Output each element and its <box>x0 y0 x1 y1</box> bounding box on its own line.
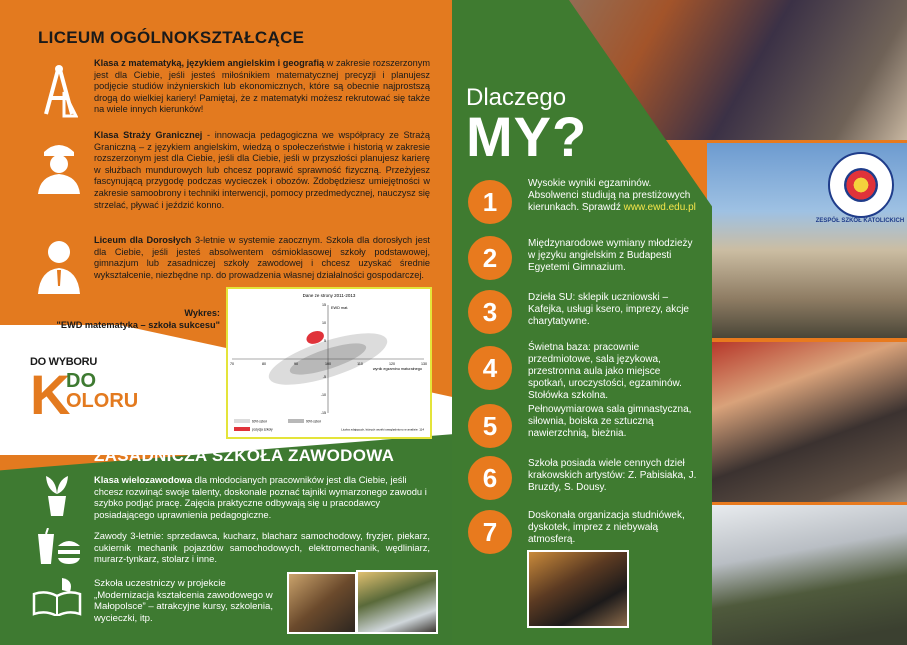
why-item-number: 1 <box>468 180 512 224</box>
vocational-title: ZASADNICZA SZKOŁA ZAWODOWA <box>94 446 395 465</box>
why-item-text: Szkoła posiada wiele cennych dzieł krakowskich artystów: Z. Pabisiaka, J. Bruzdy, S. Dousy. <box>528 458 697 493</box>
x-tick-label: 100 <box>325 362 331 366</box>
why-item-text: Doskonała organizacja studniówek, dyskotek, imprez z niebywałą atmosferą. <box>528 510 685 545</box>
y-tick-label: 10 <box>322 321 326 326</box>
legend-label-60: 60% szkół <box>252 419 267 424</box>
seal-text: ZESPÓŁ SZKÓŁ KATOLICKICH <box>815 218 905 224</box>
x-tick-label: 90 <box>294 362 298 366</box>
photo-project-1 <box>287 572 357 634</box>
logo-do: DO <box>66 370 96 392</box>
y-tick-label: -10 <box>320 393 326 398</box>
x-tick-label: 80 <box>262 362 266 366</box>
logo-rest: OLORU <box>66 390 139 412</box>
x-tick-label: 120 <box>389 362 395 366</box>
photo-event <box>527 550 629 628</box>
ewd-chart <box>226 287 432 439</box>
lyceum-class3: Liceum dla Dorosłych 3-letnie w systemie zaocznym. Szkoła dla dorosłych jest dla Ciebie, jeśli jesteś absolwentem ośmioklasowej szkoły podstawowej, gimnazjum lub zasadniczej szkoły zawodowej i chcesz uzyskać średnie wykształcenie, niezbędne np. do prowadzenia własnej działalności gospodarczej. <box>94 235 430 280</box>
y-tick-label: -5 <box>322 375 326 380</box>
why-item-number: 7 <box>468 510 512 554</box>
y-tick-label: 15 <box>322 303 326 308</box>
why-item-text: Pełnowymiarowa sala gimnastyczna, siłownia, boiska ze sztuczną nawierzchnią, bieżnia. <box>528 404 692 439</box>
why-small: Dlaczego <box>466 84 567 111</box>
plant-icon <box>42 472 72 516</box>
logo <box>30 356 139 426</box>
photo-project-2 <box>356 570 438 634</box>
lyceum-title: LICEUM OGÓLNOKSZTAŁCĄCE <box>38 28 305 47</box>
lyceum-class1: Klasa z matematyką, językiem angielskim i geografią w zakresie rozszerzonym jest dla Ciebie, jeśli jesteś miłośnikiem matematycznej precyzji i planujesz podjęcie studiów inżynierskich lub ekonomicznych, które są obecnie najprostszą drogą do wielkiej kariery! Pamiętaj, że z matematyki możesz rekrutować się także na wiele innych kierunków! <box>94 58 430 115</box>
chart-label: Wykres: <box>184 308 220 318</box>
legend-label-school: pozycja szkoły <box>252 427 273 432</box>
legend-swatch-school <box>234 427 250 431</box>
chart-svg <box>228 289 430 437</box>
ewd-link[interactable]: www.ewd.edu.pl <box>623 202 696 213</box>
book-quill-icon <box>32 576 82 616</box>
seal-emblem-icon <box>844 168 878 202</box>
lyceum-class2: Klasa Straży Granicznej - innowacja pedagogiczna we współpracy ze Strażą Graniczną – z językiem angielskim, wiedzą o społeczeństwie i historią w zakresie rozszerzonym jest dla Ciebie, jeśli dla Ciebie, jeśli w przyszłości planujesz karierę w służbach mundurowych lub chcesz poprawić sprawność fizyczną. Przeżyjesz fascynującą przygodę podczas wycieczek i obozów. Zdobędziesz umiejętności w zakresie samoobrony i techniki interwencji, pomocy przedmedycznej, nauczysz się strzelać, pływać i jeździć konno. <box>94 130 431 210</box>
why-item-number: 4 <box>468 346 512 390</box>
chart-caption: "EWD matematyka – szkoła sukcesu" <box>56 320 220 330</box>
logo-k: K <box>30 363 71 426</box>
why-item-text: Dzieła SU: sklepik uczniowski – Kafejka, usługi ksero, imprezy, akcje charytatywne. <box>528 292 689 327</box>
photo-border-guard <box>707 505 907 645</box>
why-item-text: Wysokie wyniki egzaminów. Absolwenci studiują na prestiżowych kierunkach. Sprawdź www.ewd.edu.pl <box>528 178 696 213</box>
adult-student-icon <box>36 238 82 294</box>
photo-assembly <box>707 342 907 502</box>
school-seal <box>828 152 894 218</box>
x-tick-label: 130 <box>421 362 427 366</box>
vocational-p3: Szkoła uczestniczy w projekcie „Modernizacja kształcenia zawodowego w Małopolsce” – atrakcyjne kursy, szkolenia, wycieczki, itp. <box>94 578 273 624</box>
why-item-number: 2 <box>468 236 512 280</box>
x-tick-label: 110 <box>357 362 363 366</box>
chart-title: Dane ze strony 2011-2013 <box>302 293 356 298</box>
y-tick-label: -15 <box>320 411 326 416</box>
legend-swatch-60 <box>234 419 250 423</box>
x-tick-label: 70 <box>230 362 234 366</box>
why-item-number: 5 <box>468 404 512 448</box>
y-tick-label: 5 <box>324 339 326 344</box>
why-item-text: Międzynarodowe wymiany młodzieży w języku angielskim z Budapesti Egyetemi Gimnazium. <box>528 238 693 273</box>
food-icon <box>36 528 80 564</box>
legend-swatch-90 <box>288 419 304 423</box>
vocational-p2: Zawody 3-letnie: sprzedawca, kucharz, blacharz samochodowy, fryzjer, piekarz, cukiernik mechanik pojazdów samochodowych, elektromechanik, wędliniarz, murarz-tynkarz, stolarz i inne. <box>94 530 430 565</box>
border-guard-icon <box>36 138 82 194</box>
y-axis-label: EWD mat. <box>331 306 349 310</box>
why-big: MY? <box>466 105 588 168</box>
why-item-text: Świetna baza: pracownie przedmiotowe, sala językowa, przestronna aula jako miejsce spotkań, uroczystości, egzaminów. Stołówka szkolna. <box>528 342 682 401</box>
vocational-p1: Klasa wielozawodowa dla młodocianych pracowników jest dla Ciebie, jeśli chcesz rozwinąć swoje talenty, doskonale poznać tajniki wymarzonego zawodu i szybko podjąć pracę. Zajęcia praktyczne odbywają się u pracodawcy posiadającego uprawnienia pedagogiczne. <box>94 474 427 520</box>
geometry-tools-icon <box>40 64 78 118</box>
why-item-number: 6 <box>468 456 512 500</box>
chart-footnote: Liczba zdających, których wyniki uwzględniono w analizie: 114 <box>341 427 424 432</box>
why-item-number: 3 <box>468 290 512 334</box>
legend-label-90: 90% szkół <box>306 419 321 424</box>
x-axis-label: wynik egzaminu maturalnego <box>372 367 422 371</box>
logo-top: DO WYBORU <box>30 356 97 368</box>
